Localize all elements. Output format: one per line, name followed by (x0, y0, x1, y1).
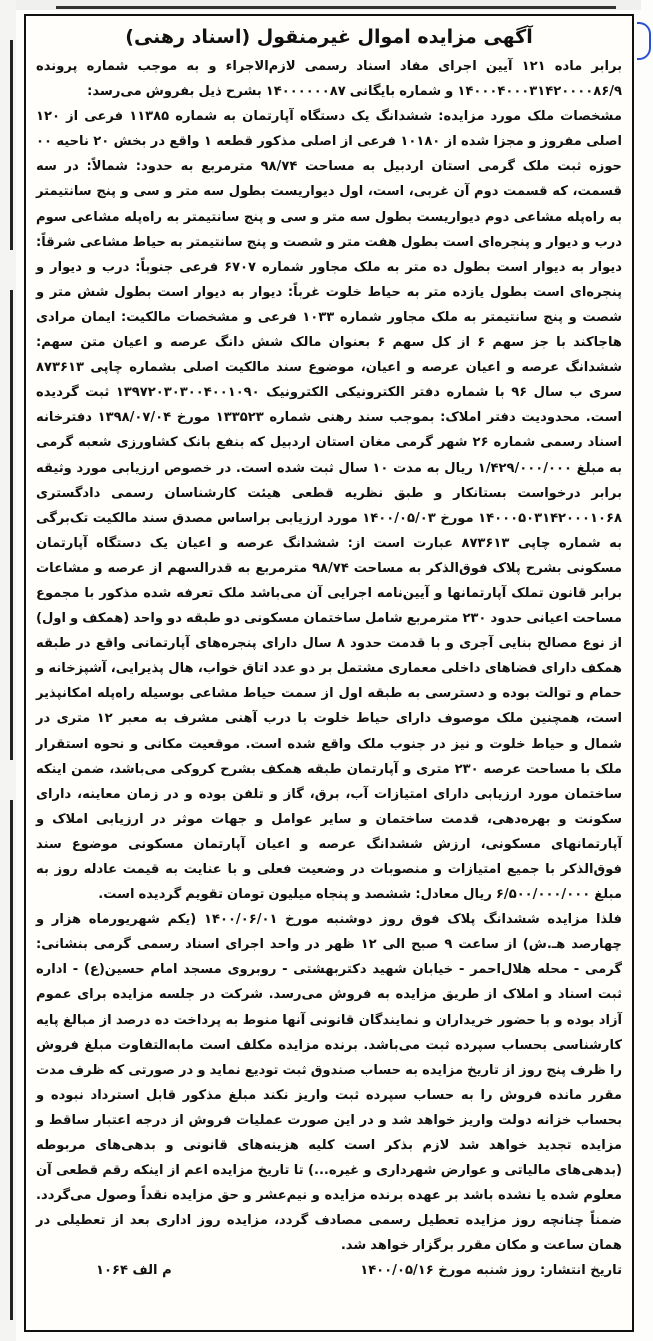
notice-footer (36, 1259, 622, 1283)
notice-paragraph-terms: فلذا مزایده ششدانگ پلاک فوق روز دوشنبه مورخ ۱۴۰۰/۰۶/۰۱ (یکم شهریورماه هزار و چهارصد هـ.ش) از ساعت ۹ صبح الی ۱۲ ظهر در واحد اجرای اسناد رسمی گرمی بنشانی: گرمی - محله هلال‌احمر - خیابان شهید دکتربهشتی - روبروی مسجد امام حسین(ع) - اداره ثبت اسناد و املاک از طریق مزایده به فروش می‌رسد. شرکت در جلسه مزایده برای عموم آزاد بوده و با حضور خریداران و نمایندگان قانونی آنها منوط به پرداخت ده درصد از مبالغ پایه کارشناسی بحساب سپرده ثبت می‌باشد. برنده مزایده مکلف است مابه‌التفاوت مبلغ فروش را ظرف پنج روز از تاریخ مزایده به حساب صندوق ثبت تودیع نماید و در صورتی که ظرف مدت مقرر مانده فروش را به حساب سپرده ثبت واریز نکند مبلغ مذکور قابل استرداد نبوده و بحساب خزانه دولت واریز خواهد شد و در این صورت عملیات فروش از درجه اعتبار ساقط و مزایده تجدید خواهد شد لازم بذکر است کلیه هزینه‌های قانونی و بدهی‌های مربوطه (بدهی‌های مالیاتی و عوارض شهرداری و غیره...) تا تاریخ مزایده اعم از اینکه رقم قطعی آن معلوم شده یا نشده باشد بر عهده برنده مزایده و نیم‌عشر و حق مزایده نقداً وصول می‌گردد. ضمناً چنانچه روز مزایده تعطیل رسمی مصادف گردد، مزایده روز اداری بعد از تعطیلی در همان ساعت و مکان مقرر برگزار خواهد شد. (36, 912, 622, 1254)
notice-paragraph-intro: برابر ماده ۱۲۱ آیین اجرای مفاد اسناد رسمی لازم‌الاجراء و به موجب شماره پرونده ۱۴۰۰۰۴۰۰۰۳۱۴۲۰۰۰۰۸۶/۹ و شماره بایگانی ۱۴۰۰۰۰۰۰۸۷ بشرح ذیل بفروش می‌رسد: (36, 59, 623, 100)
notice-title: آگهی مزایده اموال غیرمنقول (اسناد رهنی) (125, 26, 533, 48)
notice-code: م الف ۱۰۶۴ (96, 1262, 172, 1278)
auction-notice (24, 14, 634, 1332)
pen-mark (637, 22, 651, 60)
notice-paragraph-specs: مشخصات ملک مورد مزایده: ششدانگ یک دستگاه آپارتمان به شماره ۱۱۳۸۵ فرعی از ۱۲۰ اصلی مفروز و مجزا شده از ۱۰۱۸۰ فرعی از اصلی مذکور قطعه ۱ واقع در بخش ۲۰ ناحیه ۰۰ حوزه ثبت ملک گرمی استان اردبیل به مساحت ۹۸/۷۴ مترمربع به حدود: شمالاً: در سه قسمت، که قسمت دوم آن غربی، است، اول دیواریست بطول سه متر و سی و پنج سانتیمتر به راه‌پله مشاعی دوم دیواریست بطول سه متر و سی و پنج سانتیمتر به راه‌پله مشاعی سوم درب و دیوار و پنجره‌ای است بطول هفت متر و شصت و پنج سانتیمتر به حیاط مشاعی شرقاً: دیوار به دیوار است بطول ده متر به ملک مجاور شماره ۶۷۰۷ فرعی جنوباً: درب و دیوار و پنجره‌ای است بطول یازده متر به حیاط خلوت غرباً: دیوار به دیوار است بطول شش متر و شصت و پنج سانتیمتر به ملک مجاور شماره ۱۰۳۳ فرعی و مشخصات مالکیت: ایمان مرادی هاجاکند با جز سهم ۶ از کل سهم ۶ بعنوان مالک شش دانگ عرصه و اعیان متن سهم: ششدانگ عرصه و اعیان عرصه و اعیان، موضوع سند مالکیت اصلی بشماره چاپی ۸۷۳۶۱۳ سری ب سال ۹۶ با شماره دفتر الکترونیکی الکترونیک ۱۳۹۷۲۰۳۰۳۰۰۴۰۰۱۰۹۰ ثبت گردیده است. محدودیت دفتر املاک: بموجب سند رهنی شماره ۱۳۳۵۲۳ مورخ ۱۳۹۸/۰۷/۰۴ دفترخانه اسناد رسمی شماره ۲۶ شهر گرمی مغان استان اردبیل که بنفع بانک کشاورزی شعبه گرمی به مبلغ ۱/۴۲۹/۰۰۰/۰۰۰ ریال به مدت ۱۰ سال ثبت شده است. در خصوص ارزیابی مورد وثیقه برابر درخواست بستانکار و طبق نظریه قطعی هیئت کارشناسان رسمی دادگستری ۱۴۰۰۰۵۰۳۱۴۲۰۰۰۱۰۶۸ مورخ ۱۴۰۰/۰۵/۰۳ مورد ارزیابی براساس مصدق سند مالکیت تک‌برگی به شماره چاپی ۸۷۳۶۱۳ عبارت است از: ششدانگ عرصه و اعیان یک دستگاه آپارتمان مسکونی بشرح پلاک فوق‌الذکر به مساحت ۹۸/۷۴ مترمربع به قدرالسهم از عرصه و مشاعات برابر قانون تملک آپارتمانها و آیین‌نامه اجرایی آن می‌باشد ملک تعرفه شده مذکور با مجموع مساحت اعیانی حدود ۲۳۰ مترمربع شامل ساختمان مسکونی دو طبقه دو واحد (همکف و اول) از نوع مصالح بنایی آجری و با قدمت حدود ۸ سال دارای پنجره‌های آپارتمانی واقع در طبقه همکف دارای فضاهای داخلی معماری مشتمل بر دو عدد اتاق خواب، هال پذیرایی، آشپزخانه و حمام و توالت بوده و دسترسی به طبقه اول از سمت حیاط مشاعی بوسیله راه‌پله امکانپذیر است، همچنین ملک موصوف دارای حیاط خلوت با درب آهنی مشرف به معبر ۱۲ متری در شمال و حیاط خلوت و نیز در جنوب ملک واقع شده است. موقعیت مکانی و نحوه استقرار ملک با مساحت عرصه ۲۳۰ متری و آپارتمان طبقه همکف بشرح کروکی می‌باشد، ضمن اینکه ساختمان مورد ارزیابی دارای امتیازات آب، برق، گاز و تلفن بوده و در زمان معاینه، دارای سکونت و بهره‌دهی، قدمت ساختمان و سایر عوامل و جهات موثر در ارزیابی املاک و آپارتمانهای مسکونی، ارزش ششدانگ عرصه و اعیان آپارتمان مسکونی موضوع سند فوق‌الذکر با جمیع امتیازات و منصوبات در وضعیت فعلی و با عنایت به قیمت عادله روز به مبلغ ۶/۵۰۰/۰۰۰/۰۰۰ ریال معادل: ششصد و پنجاه میلیون تومان تقویم گردیده است. (36, 109, 623, 903)
adjacent-top-edge (16, 0, 641, 10)
adjacent-rule (10, 40, 13, 250)
adjacent-column-edge (0, 0, 16, 1341)
publish-date: تاریخ انتشار: روز شنبه مورخ ۱۴۰۰/۰۵/۱۶ (360, 1262, 622, 1278)
adjacent-top-rule (56, 6, 616, 9)
notice-body (36, 54, 622, 1259)
adjacent-rule (10, 290, 13, 760)
adjacent-rule (10, 800, 13, 1320)
